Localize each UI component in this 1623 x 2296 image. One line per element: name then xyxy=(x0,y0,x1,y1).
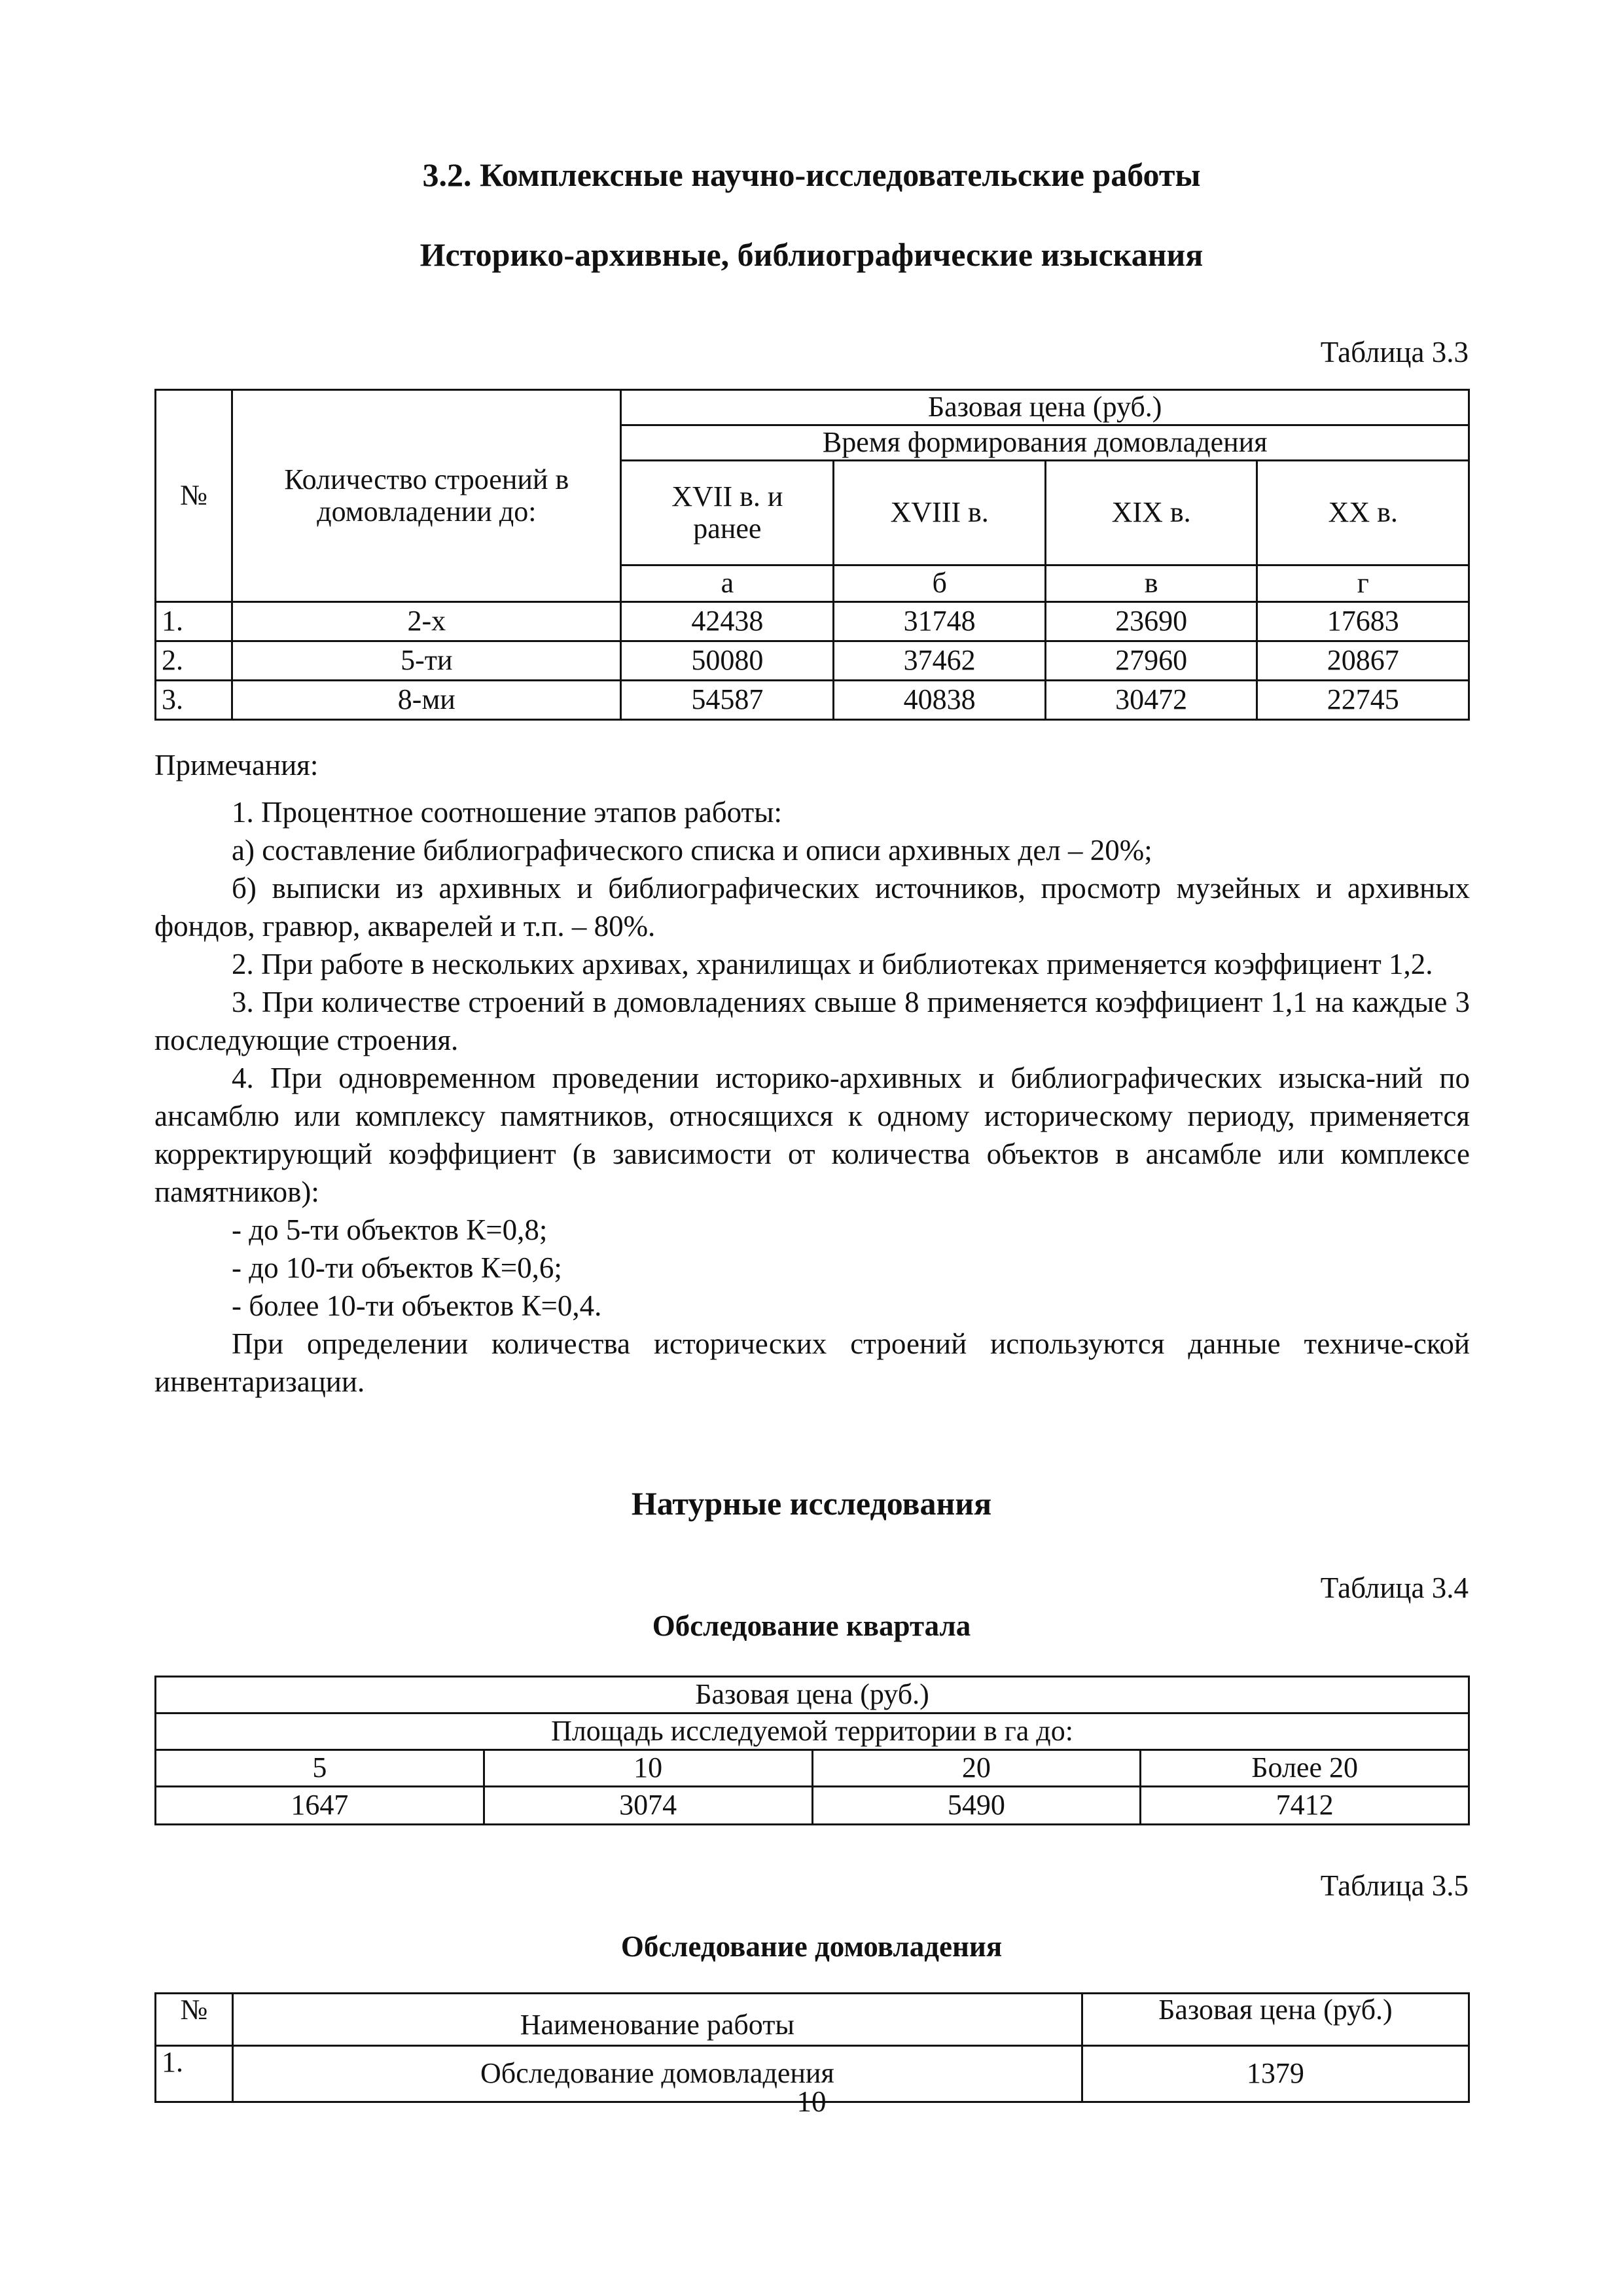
letter-cell: б xyxy=(834,565,1046,602)
area-cell: Более 20 xyxy=(1141,1750,1469,1787)
area-cell: 5 xyxy=(156,1750,484,1787)
note-item: - более 10-ти объектов К=0,4. xyxy=(232,1289,602,1322)
row-number: 3. xyxy=(156,681,232,720)
table-3-4 xyxy=(154,1676,1470,1825)
note-item: 4. При одновременном проведении историко-архивных и библиографических изыска-ний по ансамблю или комплексу памятников, относящихся к одному историческому периоду, применяется корректирующий коэффициент (в зависимости от количества объектов в ансамбле или комплексе памятников): xyxy=(154,1062,1470,1208)
note-item: 1. Процентное соотношение этапов работы: xyxy=(232,796,782,829)
period-cell: XIX в. xyxy=(1045,461,1257,565)
price-cell: 40838 xyxy=(834,681,1046,720)
price-cell: 1647 xyxy=(156,1787,484,1825)
header-no: № xyxy=(156,1994,233,2046)
period-cell: XX в. xyxy=(1257,461,1469,565)
table-3-4-caption: Таблица 3.4 xyxy=(1320,1571,1469,1604)
notes-block xyxy=(154,746,1470,1401)
period-cell: XVII в. и ранее xyxy=(621,461,834,565)
price-cell: 42438 xyxy=(621,602,834,641)
subsection-title: Историко-архивные, библиографические изыскания xyxy=(419,236,1204,273)
header-building-count: Количество строений в домовладении до: xyxy=(232,390,621,602)
building-count: 8-ми xyxy=(232,681,621,720)
header-base-price: Базовая цена (руб.) xyxy=(156,1677,1469,1713)
note-item: б) выписки из архивных и библиографических источников, просмотр музейных и архивных фондов, гравюр, акварелей и т.п. – 80%. xyxy=(154,872,1470,942)
price-cell: 3074 xyxy=(484,1787,812,1825)
area-cell: 20 xyxy=(812,1750,1141,1787)
natur-title: Натурные исследования xyxy=(631,1485,992,1522)
price-cell: 5490 xyxy=(812,1787,1141,1825)
price-cell: 50080 xyxy=(621,641,834,681)
price-cell: 7412 xyxy=(1141,1787,1469,1825)
header-work-name: Наименование работы xyxy=(232,1994,1082,2046)
letter-cell: в xyxy=(1045,565,1257,602)
table-3-3 xyxy=(154,389,1470,721)
letter-cell: а xyxy=(621,565,834,602)
section-title: 3.2. Комплексные научно-исследовательские работы xyxy=(422,156,1201,193)
price-cell: 17683 xyxy=(1257,602,1469,641)
note-item: 2. При работе в нескольких архивах, хранилищах и библиотеках применяется коэффициент 1,2. xyxy=(232,948,1433,980)
header-area: Площадь исследуемой территории в га до: xyxy=(156,1713,1469,1750)
price-cell: 22745 xyxy=(1257,681,1469,720)
note-item: При определении количества исторических строений используются данные техниче-ской инвентаризации. xyxy=(154,1327,1470,1398)
header-no: № xyxy=(156,390,232,602)
notes-title: Примечания: xyxy=(154,749,319,781)
row-number: 2. xyxy=(156,641,232,681)
table-row xyxy=(156,602,1469,641)
page-number: 10 xyxy=(796,2085,827,2118)
price-cell: 54587 xyxy=(621,681,834,720)
table-3-3-caption: Таблица 3.3 xyxy=(1320,336,1469,368)
note-item: 3. При количестве строений в домовладениях свыше 8 применяется коэффициент 1,1 на каждые 3 последующие строения. xyxy=(154,986,1470,1056)
table-3-5-caption: Таблица 3.5 xyxy=(1320,1869,1469,1902)
table-row xyxy=(156,641,1469,681)
price-cell: 31748 xyxy=(834,602,1046,641)
price-cell: 20867 xyxy=(1257,641,1469,681)
letter-cell: г xyxy=(1257,565,1469,602)
header-formation-time: Время формирования домовладения xyxy=(621,425,1469,461)
work-name: Обследование домовладения xyxy=(232,2046,1082,2102)
table-row xyxy=(156,681,1469,720)
area-cell: 10 xyxy=(484,1750,812,1787)
header-base-price: Базовая цена (руб.) xyxy=(1082,1994,1469,2046)
price-cell: 30472 xyxy=(1045,681,1257,720)
note-item: а) составление библиографического списка и описи архивных дел – 20%; xyxy=(232,834,1152,867)
row-number: 1. xyxy=(156,602,232,641)
period-cell: XVIII в. xyxy=(834,461,1046,565)
table-row xyxy=(156,1787,1469,1825)
price-cell: 23690 xyxy=(1045,602,1257,641)
table-3-5-title: Обследование домовладения xyxy=(620,1930,1003,1963)
price-cell: 37462 xyxy=(834,641,1046,681)
note-item: - до 10-ти объектов К=0,6; xyxy=(232,1251,562,1284)
price-cell: 1379 xyxy=(1082,2046,1469,2102)
building-count: 2-х xyxy=(232,602,621,641)
note-item: - до 5-ти объектов К=0,8; xyxy=(232,1213,548,1246)
price-cell: 27960 xyxy=(1045,641,1257,681)
building-count: 5-ти xyxy=(232,641,621,681)
header-base-price: Базовая цена (руб.) xyxy=(621,390,1469,425)
table-3-4-title: Обследование квартала xyxy=(652,1609,971,1642)
row-number: 1. xyxy=(156,2046,233,2102)
